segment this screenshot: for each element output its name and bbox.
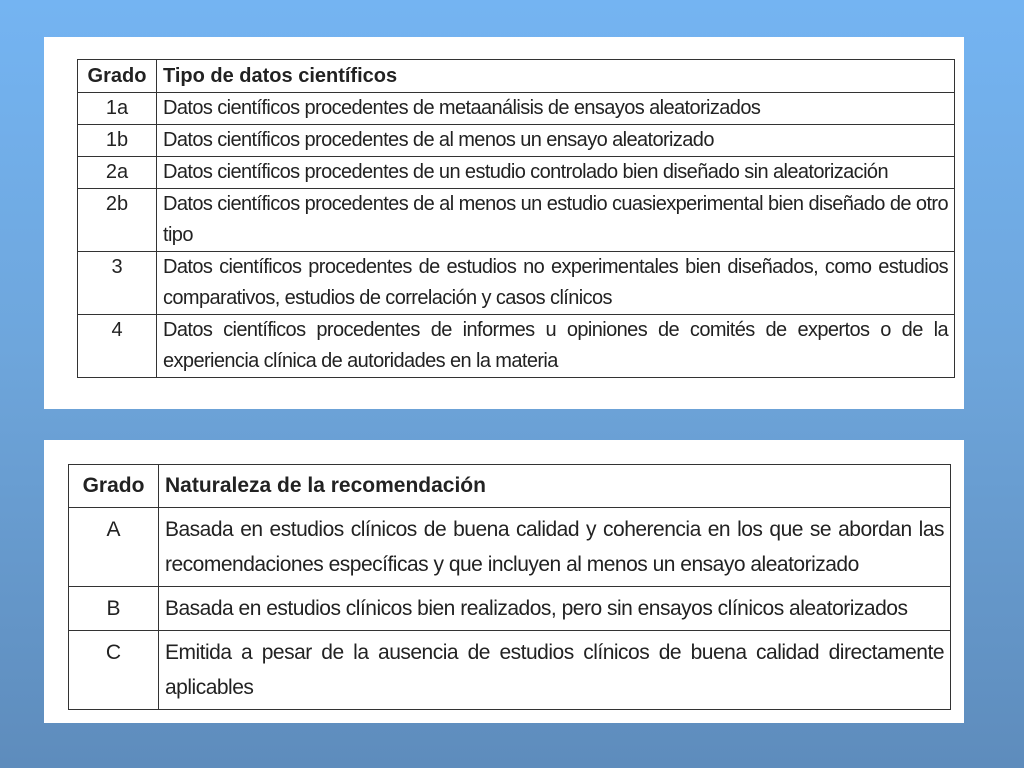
column-header-recommendation: Naturaleza de la recomendación	[159, 465, 951, 508]
description-cell: Datos científicos procedentes de al menos un ensayo aleatorizado	[157, 125, 955, 157]
grade-cell: 1b	[78, 125, 157, 157]
table-row	[69, 508, 951, 587]
table-row	[78, 157, 955, 189]
table-header-row	[78, 60, 955, 93]
table-header-row	[69, 465, 951, 508]
description-cell: Emitida a pesar de la ausencia de estudios clínicos de buena calidad directamente aplicables	[159, 631, 951, 710]
recommendation-grades-table	[68, 464, 951, 710]
description-cell: Datos científicos procedentes de informes u opiniones de comités de expertos o de la experiencia clínica de autoridades en la materia	[157, 315, 955, 378]
description-cell: Datos científicos procedentes de estudios no experimentales bien diseñados, como estudios comparativos, estudios de correlación y casos clínicos	[157, 252, 955, 315]
description-cell: Datos científicos procedentes de metaanálisis de ensayos aleatorizados	[157, 93, 955, 125]
grade-cell: 3	[78, 252, 157, 315]
column-header-grade: Grado	[78, 60, 157, 93]
evidence-levels-table	[77, 59, 955, 378]
grade-cell: A	[69, 508, 159, 587]
description-cell: Basada en estudios clínicos bien realizados, pero sin ensayos clínicos aleatorizados	[159, 587, 951, 631]
grade-cell: 2b	[78, 189, 157, 252]
description-cell: Basada en estudios clínicos de buena calidad y coherencia en los que se abordan las recomendaciones específicas y que incluyen al menos un ensayo aleatorizado	[159, 508, 951, 587]
evidence-table-panel	[44, 37, 964, 409]
description-cell: Datos científicos procedentes de un estudio controlado bien diseñado sin aleatorización	[157, 157, 955, 189]
table-row	[78, 252, 955, 315]
table-row	[69, 631, 951, 710]
grade-cell: 4	[78, 315, 157, 378]
table-row	[78, 189, 955, 252]
column-header-data-type: Tipo de datos científicos	[157, 60, 955, 93]
recommendation-table-panel	[44, 440, 964, 723]
grade-cell: B	[69, 587, 159, 631]
grade-cell: 2a	[78, 157, 157, 189]
table-row	[78, 315, 955, 378]
grade-cell: 1a	[78, 93, 157, 125]
table-row	[78, 125, 955, 157]
column-header-grade: Grado	[69, 465, 159, 508]
description-cell: Datos científicos procedentes de al menos un estudio cuasiexperimental bien diseñado de otro tipo	[157, 189, 955, 252]
table-row	[78, 93, 955, 125]
grade-cell: C	[69, 631, 159, 710]
table-row	[69, 587, 951, 631]
